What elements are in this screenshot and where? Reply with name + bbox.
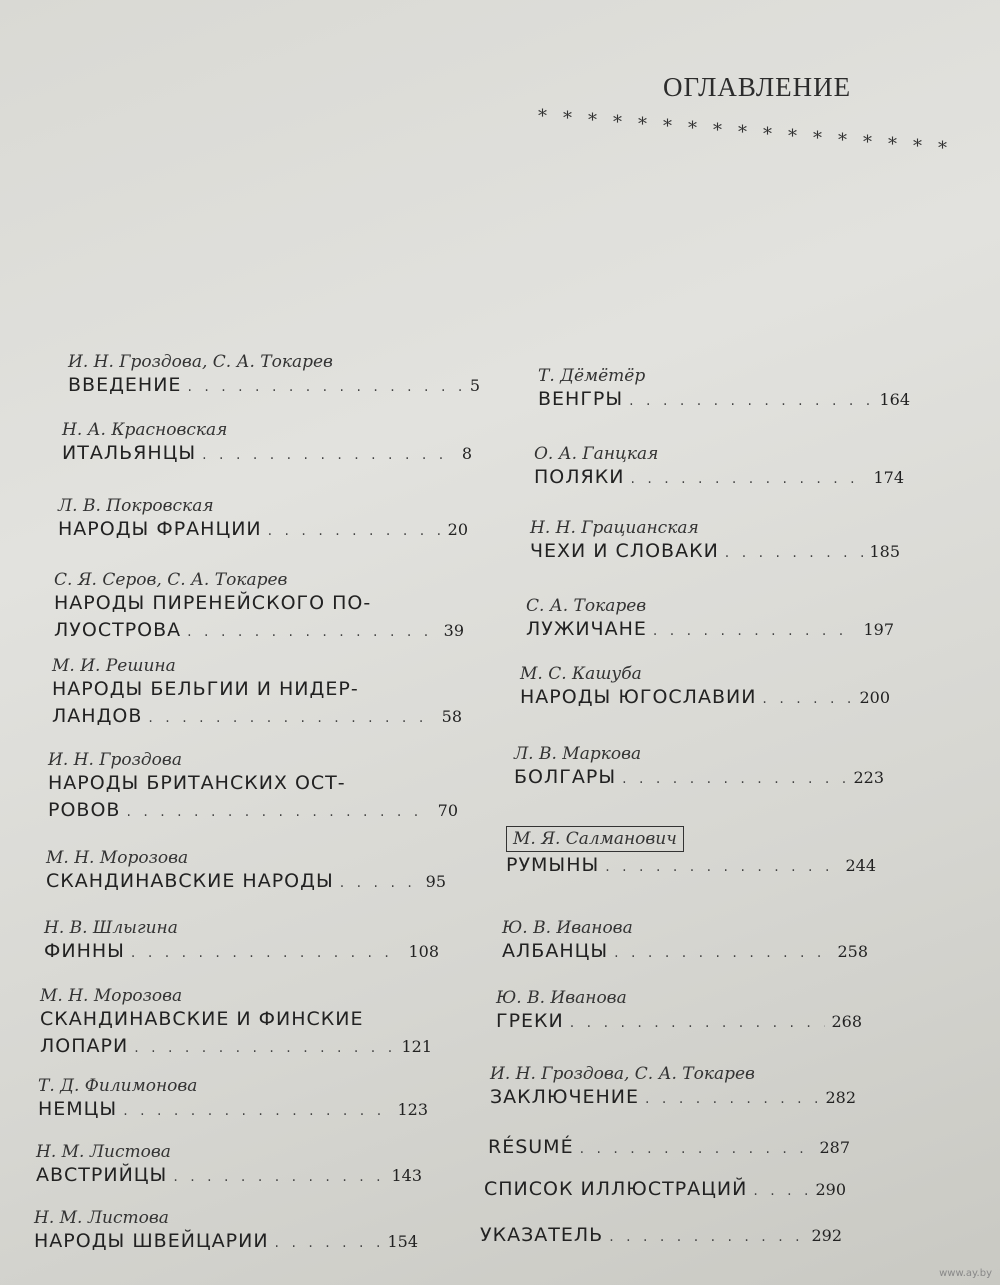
leader-dots bbox=[148, 710, 435, 726]
leader-dots bbox=[202, 447, 456, 463]
entry-title: АВСТРИЙЦЫ bbox=[36, 1164, 168, 1186]
toc-entry[interactable] bbox=[538, 366, 910, 413]
entry-page: 123 bbox=[397, 1100, 428, 1119]
entry-author: Н. А. Красновская bbox=[62, 420, 228, 440]
entry-title: ЧЕХИ И СЛОВАКИ bbox=[530, 540, 719, 562]
entry-page: 258 bbox=[837, 942, 868, 961]
entry-page: 197 bbox=[863, 620, 894, 639]
star-ornament: * bbox=[588, 110, 597, 131]
entry-title: НАРОДЫ БЕЛЬГИИ И НИДЕР- bbox=[52, 678, 359, 700]
leader-dots bbox=[126, 804, 431, 820]
entry-title: СПИСОК ИЛЛЮСТРАЦИЙ bbox=[484, 1178, 748, 1200]
entry-author: Н. В. Шлыгина bbox=[44, 918, 178, 938]
entry-page: 121 bbox=[401, 1037, 432, 1056]
entry-author: И. Н. Гроздова, С. А. Токарев bbox=[490, 1064, 755, 1084]
leader-dots bbox=[134, 1040, 395, 1056]
toc-entry[interactable] bbox=[506, 826, 876, 879]
toc-entry[interactable] bbox=[54, 570, 464, 644]
entry-page: 244 bbox=[845, 856, 876, 875]
toc-entry[interactable] bbox=[484, 1176, 846, 1203]
entry-title: НЕМЦЫ bbox=[38, 1098, 118, 1120]
entry-page: 164 bbox=[879, 390, 910, 409]
entry-title-cont: ЛУОСТРОВА bbox=[54, 619, 182, 641]
entry-title: ЗАКЛЮЧЕНИЕ bbox=[490, 1086, 640, 1108]
entry-title: НАРОДЫ ШВЕЙЦАРИИ bbox=[34, 1230, 269, 1252]
toc-entry[interactable] bbox=[48, 750, 458, 824]
entry-author: Ю. В. Иванова bbox=[496, 988, 627, 1008]
entry-title: ВЕНГРЫ bbox=[538, 388, 624, 410]
watermark: www.ay.by bbox=[939, 1268, 992, 1279]
toc-entry[interactable] bbox=[514, 744, 884, 791]
leader-dots bbox=[653, 623, 858, 639]
entry-title: ИТАЛЬЯНЦЫ bbox=[62, 442, 197, 464]
leader-dots bbox=[123, 1103, 391, 1119]
star-ornament: * bbox=[563, 108, 572, 129]
leader-dots bbox=[605, 859, 839, 875]
leader-dots bbox=[630, 471, 867, 487]
star-ornament: * bbox=[838, 130, 847, 151]
leader-dots bbox=[187, 624, 438, 640]
leader-dots bbox=[629, 393, 873, 409]
toc-entry[interactable] bbox=[480, 1222, 842, 1249]
entry-title: СКАНДИНАВСКИЕ И ФИНСКИЕ bbox=[40, 1008, 364, 1030]
star-ornament: * bbox=[813, 128, 822, 149]
entry-title: НАРОДЫ БРИТАНСКИХ ОСТ- bbox=[48, 772, 346, 794]
toc-entry[interactable] bbox=[38, 1076, 428, 1123]
entry-author: Н. М. Листова bbox=[34, 1208, 169, 1228]
entry-title: ГРЕКИ bbox=[496, 1010, 564, 1032]
entry-author: О. А. Ганцкая bbox=[534, 444, 659, 464]
entry-author: Л. В. Покровская bbox=[58, 496, 214, 516]
toc-entry[interactable] bbox=[526, 596, 894, 643]
toc-entry[interactable] bbox=[36, 1142, 422, 1189]
entry-page: 287 bbox=[819, 1138, 850, 1157]
leader-dots bbox=[609, 1229, 805, 1245]
entry-author: М. И. Решина bbox=[52, 656, 176, 676]
entry-page: 292 bbox=[811, 1226, 842, 1245]
entry-page: 290 bbox=[815, 1180, 846, 1199]
entry-title: РУМЫНЫ bbox=[506, 854, 600, 876]
entry-author: Л. В. Маркова bbox=[514, 744, 642, 764]
leader-dots bbox=[622, 771, 847, 787]
entry-page: 174 bbox=[873, 468, 904, 487]
star-ornament: * bbox=[638, 114, 647, 135]
entry-title: ЛУЖИЧАНЕ bbox=[526, 618, 647, 640]
toc-entry[interactable] bbox=[534, 444, 904, 491]
entry-page: 58 bbox=[441, 707, 462, 726]
entry-title-cont: ЛАНДОВ bbox=[52, 705, 143, 727]
entry-title: АЛБАНЦЫ bbox=[502, 940, 609, 962]
page-title: ОГЛАВЛЕНИЕ bbox=[663, 72, 852, 102]
entry-title: НАРОДЫ ФРАНЦИИ bbox=[58, 518, 262, 540]
entry-author: Н. М. Листова bbox=[36, 1142, 171, 1162]
entry-title: НАРОДЫ ЮГОСЛАВИИ bbox=[520, 686, 757, 708]
star-ornament: * bbox=[863, 132, 872, 153]
entry-page: 143 bbox=[391, 1166, 422, 1185]
entry-page: 223 bbox=[853, 768, 884, 787]
entry-author: С. А. Токарев bbox=[526, 596, 647, 616]
star-ornament: * bbox=[888, 134, 897, 155]
entry-page: 8 bbox=[461, 444, 472, 463]
toc-entry[interactable] bbox=[40, 986, 432, 1060]
entry-title: ПОЛЯКИ bbox=[534, 466, 625, 488]
star-ornament: * bbox=[538, 106, 547, 127]
leader-dots bbox=[268, 523, 442, 539]
entry-author: С. Я. Серов, С. А. Токарев bbox=[54, 570, 288, 590]
toc-entry[interactable] bbox=[62, 420, 472, 467]
entry-author: М. Н. Морозова bbox=[40, 986, 183, 1006]
entry-author: Ю. В. Иванова bbox=[502, 918, 633, 938]
entry-title: RÉSUMÉ bbox=[488, 1136, 574, 1158]
toc-entry[interactable] bbox=[68, 352, 480, 399]
leader-dots bbox=[570, 1015, 826, 1031]
entry-title: УКАЗАТЕЛЬ bbox=[480, 1224, 604, 1246]
toc-entry[interactable] bbox=[530, 518, 900, 565]
entry-author: М. Н. Морозова bbox=[46, 848, 189, 868]
entry-author: И. Н. Гроздова, С. А. Токарев bbox=[68, 352, 333, 372]
decorative-stars bbox=[538, 106, 958, 166]
star-ornament: * bbox=[788, 126, 797, 147]
leader-dots bbox=[753, 1183, 809, 1199]
toc-entry[interactable] bbox=[34, 1208, 418, 1255]
toc-entry[interactable] bbox=[488, 1134, 850, 1161]
entry-page: 200 bbox=[859, 688, 890, 707]
entry-author-boxed: М. Я. Салманович bbox=[506, 826, 684, 852]
entry-title: ФИННЫ bbox=[44, 940, 125, 962]
leader-dots bbox=[275, 1235, 382, 1251]
leader-dots bbox=[614, 945, 831, 961]
entry-page: 39 bbox=[443, 621, 464, 640]
entry-author: Т. Дёмётёр bbox=[538, 366, 646, 386]
entry-author: Т. Д. Филимонова bbox=[38, 1076, 198, 1096]
toc-entry[interactable] bbox=[52, 656, 462, 730]
entry-author: И. Н. Гроздова bbox=[48, 750, 182, 770]
entry-author: Н. Н. Грацианская bbox=[530, 518, 699, 538]
leader-dots bbox=[580, 1141, 814, 1157]
toc-entry[interactable] bbox=[58, 496, 468, 543]
leader-dots bbox=[725, 545, 864, 561]
entry-author: М. С. Кашуба bbox=[520, 664, 642, 684]
toc-entry[interactable] bbox=[490, 1064, 856, 1111]
star-ornament: * bbox=[738, 122, 747, 143]
entry-page: 108 bbox=[408, 942, 439, 961]
leader-dots bbox=[187, 379, 463, 395]
star-ornament: * bbox=[688, 118, 697, 139]
star-ornament: * bbox=[713, 120, 722, 141]
leader-dots bbox=[173, 1169, 385, 1185]
entry-title: НАРОДЫ ПИРЕНЕЙСКОГО ПО- bbox=[54, 592, 372, 614]
entry-title-cont: РОВОВ bbox=[48, 799, 121, 821]
leader-dots bbox=[131, 945, 403, 961]
star-ornament: * bbox=[938, 138, 947, 159]
star-ornament: * bbox=[613, 112, 622, 133]
star-ornament: * bbox=[913, 136, 922, 157]
entry-title: СКАНДИНАВСКИЕ НАРОДЫ bbox=[46, 870, 334, 892]
entry-title: ВВЕДЕНИЕ bbox=[68, 374, 182, 396]
entry-title: БОЛГАРЫ bbox=[514, 766, 617, 788]
toc-entry[interactable] bbox=[496, 988, 862, 1035]
toc-entry[interactable] bbox=[502, 918, 868, 965]
entry-page: 70 bbox=[437, 801, 458, 820]
entry-title-cont: ЛОПАРИ bbox=[40, 1035, 129, 1057]
leader-dots bbox=[645, 1091, 819, 1107]
star-ornament: * bbox=[663, 116, 672, 137]
entry-page: 154 bbox=[387, 1232, 418, 1251]
toc-entry[interactable] bbox=[44, 918, 439, 965]
entry-page: 268 bbox=[831, 1012, 862, 1031]
toc-entry[interactable] bbox=[46, 848, 446, 895]
leader-dots bbox=[340, 875, 420, 891]
entry-page: 20 bbox=[447, 520, 468, 539]
entry-page: 5 bbox=[469, 376, 480, 395]
star-ornament: * bbox=[763, 124, 772, 145]
entry-page: 282 bbox=[825, 1088, 856, 1107]
leader-dots bbox=[762, 691, 853, 707]
entry-page: 95 bbox=[425, 872, 446, 891]
entry-page: 185 bbox=[869, 542, 900, 561]
toc-entry[interactable] bbox=[520, 664, 890, 711]
